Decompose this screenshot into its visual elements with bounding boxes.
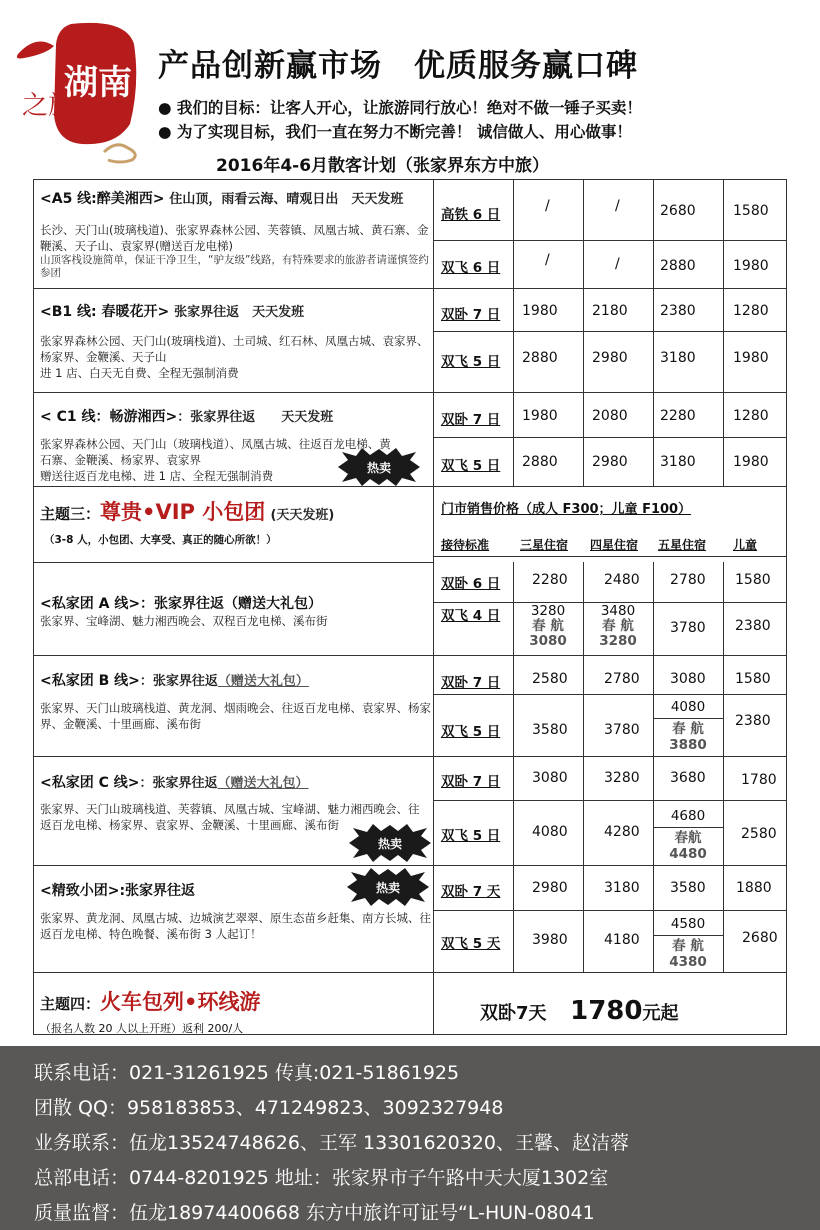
private-b-row2-5star: 4080 春 航 3880 <box>653 699 723 753</box>
route-b1-title: <B1 线: 春暖花开> 张家界往返 天天发班 <box>40 304 305 320</box>
private-a-row1-type: 双卧 6 日 <box>441 576 501 592</box>
header-standard: 接待标准 <box>441 538 490 552</box>
hot-sale-badge <box>338 448 420 486</box>
route-a5-row2-5star: 2880 <box>660 258 696 274</box>
theme3-desc: （3-8 人，小包团、大享受、真正的随心所欲！） <box>44 534 277 546</box>
route-a5-desc: 长沙、天门山(玻璃栈道)、张家界森林公园、芙蓉镇、凤凰古城、黄石寨、金鞭溪、天子山、袁家界(赠送百龙电梯) 山顶客栈设施简单，保证干净卫生，“驴友级”线路，有特殊要求的旅游者请谨慎签约参团 <box>40 223 429 279</box>
private-a-desc: 张家界、宝峰湖、魅力湘西晚会、双程百龙电梯、溪布街 <box>40 614 328 628</box>
contact-footer <box>0 1046 820 1230</box>
route-b1-row1-3star: 1980 <box>522 303 558 319</box>
route-b1-desc: 张家界森林公园、天门山(玻璃栈道)、土司城、红石林、凤凰古城、袁家界、杨家界、金鞭溪、天子山 进 1 店、白天无自费、全程无强制消费 <box>40 334 429 380</box>
hot-sale-label: 热卖 <box>375 881 401 895</box>
route-a5-row2-child: 1980 <box>733 258 769 274</box>
private-c-title: <私家团 C 线>：张家界往返（赠送大礼包） <box>40 775 309 791</box>
private-b-row1-4star: 2780 <box>604 671 640 687</box>
private-b-row1-type: 双卧 7 日 <box>441 675 501 691</box>
headline: 产品创新赢市场 优质服务赢口碑 <box>158 48 638 84</box>
header-3star: 三星住宿 <box>520 538 569 552</box>
route-a5-row1-type: 高铁 6 日 <box>441 207 501 223</box>
private-c-row2-4star: 4280 <box>604 824 640 840</box>
private-c-row1-5star: 3680 <box>670 770 706 786</box>
boutique-row1-type: 双卧 7 天 <box>441 884 501 900</box>
private-a-row1-4star: 2480 <box>604 572 640 588</box>
boutique-row1-3star: 2980 <box>532 880 568 896</box>
header-5star: 五星住宿 <box>658 538 707 552</box>
header-child: 儿童 <box>733 538 758 552</box>
boutique-row2-type: 双飞 5 天 <box>441 936 501 952</box>
route-c1-row2-3star: 2880 <box>522 454 558 470</box>
private-c-row2-child: 2580 <box>741 826 777 842</box>
goal-bullet-1: ● 我们的目标：让客人开心，让旅游同行放心！绝对不做一锤子买卖！ <box>158 99 642 117</box>
goal-bullets <box>158 96 642 144</box>
theme4-offer: 双卧7天 1780元起 <box>480 996 679 1026</box>
route-b1-row2-type: 双飞 5 日 <box>441 354 501 370</box>
route-c1-row1-4star: 2080 <box>592 408 628 424</box>
route-c1-row2-4star: 2980 <box>592 454 628 470</box>
hot-sale-label: 热卖 <box>377 837 403 851</box>
private-c-row1-4star: 3280 <box>604 770 640 786</box>
route-b1-row2-5star: 3180 <box>660 350 696 366</box>
private-c-row2-type: 双飞 5 日 <box>441 828 501 844</box>
header-4star: 四星住宿 <box>590 538 639 552</box>
boutique-row2-child: 2680 <box>742 930 778 946</box>
route-c1-row1-3star: 1980 <box>522 408 558 424</box>
goal-bullet-2: ● 为了实现目标，我们一直在努力不断完善！ 诚信做人、用心做事！ <box>158 123 632 141</box>
private-b-row2-child: 2380 <box>735 713 771 729</box>
route-b1-row2-child: 1980 <box>733 350 769 366</box>
route-a5-row1-5star: 2680 <box>660 203 696 219</box>
private-c-row2-3star: 4080 <box>532 824 568 840</box>
private-a-row1-child: 1580 <box>735 572 771 588</box>
route-c1-row1-child: 1280 <box>733 408 769 424</box>
theme4-heading: 主题四：火车包列•环线游 <box>40 990 261 1014</box>
private-c-row2-5star: 4680 春航 4480 <box>653 808 723 862</box>
route-a5-row2-3star: / <box>545 252 550 268</box>
footer-phone: 联系电话：021-31261925 传真:021-51861925 <box>34 1062 460 1084</box>
route-b1-row1-4star: 2180 <box>592 303 628 319</box>
boutique-row1-4star: 3180 <box>604 880 640 896</box>
route-c1-desc: 张家界森林公园、天门山（玻璃栈道）、凤凰古城、往返百龙电梯、黄石寨、金鞭溪、杨家界、袁家界 赠送往返百龙电梯、进 1 店、全程无强制消费 <box>40 437 391 483</box>
boutique-row1-child: 1880 <box>736 880 772 896</box>
boutique-row2-3star: 3980 <box>532 932 568 948</box>
route-c1-row1-type: 双卧 7 日 <box>441 412 501 428</box>
hot-sale-badge <box>349 824 431 862</box>
private-b-row1-child: 1580 <box>735 671 771 687</box>
theme3-heading: 主题三：尊贵•VIP 小包团 (天天发班) <box>40 500 335 524</box>
private-c-row1-child: 1780 <box>741 772 777 788</box>
route-a5-title: <A5 线:醉美湘西> 住山顶，雨看云海、晴观日出 天天发班 <box>40 191 404 207</box>
theme3-name: 尊贵•VIP 小包团 <box>100 500 266 524</box>
private-a-row2-child: 2380 <box>735 618 771 634</box>
private-b-row2-4star: 3780 <box>604 722 640 738</box>
private-b-row1-5star: 3080 <box>670 671 706 687</box>
footer-hq: 总部电话：0744-8201925 地址：张家界市子午路中天大厦1302室 <box>34 1167 609 1189</box>
route-a5-row1-child: 1580 <box>733 203 769 219</box>
route-c1-title: < C1 线：畅游湘西>：张家界往返 天天发班 <box>40 409 334 425</box>
footer-supervise: 质量监督：伍龙18974400668 东方中旅许可证号“L-HUN-08041 <box>34 1202 595 1224</box>
route-b1-row1-child: 1280 <box>733 303 769 319</box>
route-c1-row2-type: 双飞 5 日 <box>441 458 501 474</box>
private-c-row1-3star: 3080 <box>532 770 568 786</box>
route-b1-row1-5star: 2380 <box>660 303 696 319</box>
private-c-desc: 张家界、天门山玻璃栈道、芙蓉镇、凤凰古城、宝峰湖、魅力湘西晚会、往返百龙电梯、杨家界、袁家界、金鞭溪、十里画廊、溪布街 <box>40 802 420 832</box>
boutique-desc: 张家界、黄龙洞、凤凰古城、边城演艺翠翠、原生态苗乡赶集、南方长城、往返百龙电梯、特色晚餐、溪布街 3 人起订！ <box>40 911 431 941</box>
theme4-desc: （报名人数 20 人以上开班）返利 200/人 <box>40 1022 244 1035</box>
private-a-row1-5star: 2780 <box>670 572 706 588</box>
route-a5-row1-3star: / <box>545 198 550 214</box>
gate-price: 门市销售价格（成人 F300；儿童 F100） <box>441 502 692 517</box>
route-c1-row1-5star: 2280 <box>660 408 696 424</box>
boutique-title: <精致小团>:张家界往返 <box>40 883 196 899</box>
route-a5-row1-4star: / <box>615 198 620 214</box>
footer-qq: 团散 QQ：958183853、471249823、3092327948 <box>34 1097 504 1119</box>
private-a-title: <私家团 A 线>：张家界往返（赠送大礼包） <box>40 596 323 612</box>
route-b1-row1-type: 双卧 7 日 <box>441 307 501 323</box>
boutique-row1-5star: 3580 <box>670 880 706 896</box>
private-a-row1-3star: 2280 <box>532 572 568 588</box>
theme4-name: 火车包列•环线游 <box>100 990 261 1014</box>
hot-sale-badge <box>347 868 429 906</box>
route-b1-row2-3star: 2880 <box>522 350 558 366</box>
brand-logo <box>16 14 146 164</box>
private-c-row1-type: 双卧 7 日 <box>441 774 501 790</box>
route-a5-row2-type: 双飞 6 日 <box>441 260 501 276</box>
route-c1-row2-child: 1980 <box>733 454 769 470</box>
private-b-row2-3star: 3580 <box>532 722 568 738</box>
private-b-desc: 张家界、天门山玻璃栈道、黄龙洞、烟雨晚会、往返百龙电梯、袁家界、杨家界、金鞭溪、十里画廊、溪布街 <box>40 701 431 731</box>
logo-place-name: 湖南 <box>64 63 132 103</box>
route-a5-row2-4star: / <box>615 256 620 272</box>
plan-title: 2016年4-6月散客计划（张家界东方中旅） <box>216 156 550 176</box>
private-a-row2-4star: 3480 春 航 3280 <box>599 603 637 649</box>
logo-script: 之旅 <box>22 91 75 121</box>
route-b1-row2-4star: 2980 <box>592 350 628 366</box>
private-b-row2-type: 双飞 5 日 <box>441 724 501 740</box>
private-b-title: <私家团 B 线>：张家界往返（赠送大礼包） <box>40 673 309 689</box>
boutique-row2-5star: 4580 春 航 4380 <box>653 916 723 970</box>
footer-contacts: 业务联系：伍龙13524748626、王军 13301620320、王馨、赵洁蓉 <box>34 1132 629 1154</box>
route-c1-row2-5star: 3180 <box>660 454 696 470</box>
private-a-row2-5star: 3780 <box>670 620 706 636</box>
boutique-row2-4star: 4180 <box>604 932 640 948</box>
private-a-row2-3star: 3280 春 航 3080 <box>529 603 567 649</box>
private-b-row1-3star: 2580 <box>532 671 568 687</box>
private-a-row2-type: 双飞 4 日 <box>441 608 501 624</box>
hot-sale-label: 热卖 <box>366 461 392 475</box>
